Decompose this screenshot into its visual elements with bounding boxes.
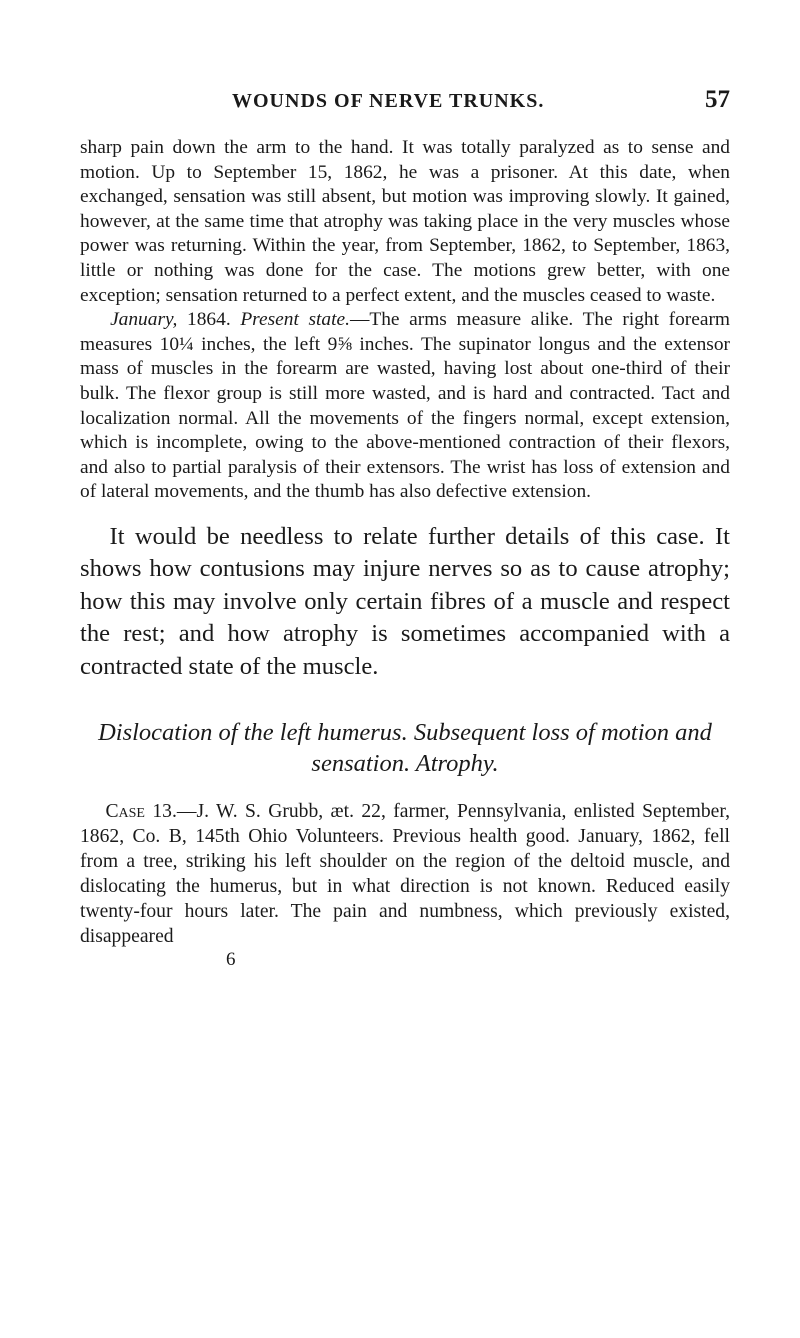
running-title: WOUNDS OF NERVE TRUNKS.: [232, 90, 545, 112]
paragraph-case-13: [80, 799, 730, 949]
case-notes: [80, 136, 730, 505]
present-state-label: Present state.: [240, 309, 350, 331]
section-heading: Dislocation of the left humerus. Subsequent loss of motion and sensation. Atrophy.: [98, 718, 712, 777]
case-label: Case 13.: [105, 800, 177, 822]
signature-mark: 6: [226, 948, 236, 970]
present-state-text: —The arms measure alike. The right forearm measures 10¼ inches, the left 9⅝ inches. The supinator longus and the extensor mass of muscles in the forearm are wasted, having lost about one-third of their bulk. The flexor group is still more wasted, and is hard and contracted. Tact and localization normal. All the movements of the fingers normal, except extension, which is incomplete, owing to the above-mentioned contraction of their flexors, and also to partial paralysis of their extensors. The wrist has loss of extension and of lateral movements, and the thumb has also defective extension.: [80, 309, 730, 503]
paragraph-commentary: It would be needless to relate further details of this case. It shows how contusions may injure nerves so as to cause atrophy; how this may involve only certain fibres of a muscle and respect the rest; and how atrophy is sometimes accompanied with a contracted state of the muscle.: [80, 522, 730, 680]
case-text: —J. W. S. Grubb, æt. 22, farmer, Pennsylvania, enlisted September, 1862, Co. B, 145th Ohio Volunteers. Previous health good. January, 1862, fell from a tree, striking his left shoulder on the region of the deltoid muscle, and dislocating the humerus, but in what direction is not known. Reduced easily twenty-four hours later. The pain and numbness, which previously existed, disappeared: [80, 800, 730, 947]
year-text: 1864.: [177, 309, 241, 331]
date-label: January,: [110, 309, 178, 331]
paragraph-present-state: [80, 308, 730, 505]
book-page: [80, 86, 730, 971]
paragraph-history: sharp pain down the arm to the hand. It was totally paralyzed as to sense and motion. Up to September 15, 1862, he was a prisoner. At this date, when exchanged, sensation was still absent, but motion was improving slowly. It gained, however, at the same time that atrophy was taking place in the very muscles whose power was returning. Within the year, from September, 1862, to September, 1863, little or nothing was done for the case. The motions grew better, with one exception; sensation returned to a perfect extent, and the muscles ceased to waste.: [80, 137, 730, 306]
running-head: [80, 86, 730, 126]
page-number: 57: [705, 86, 730, 113]
